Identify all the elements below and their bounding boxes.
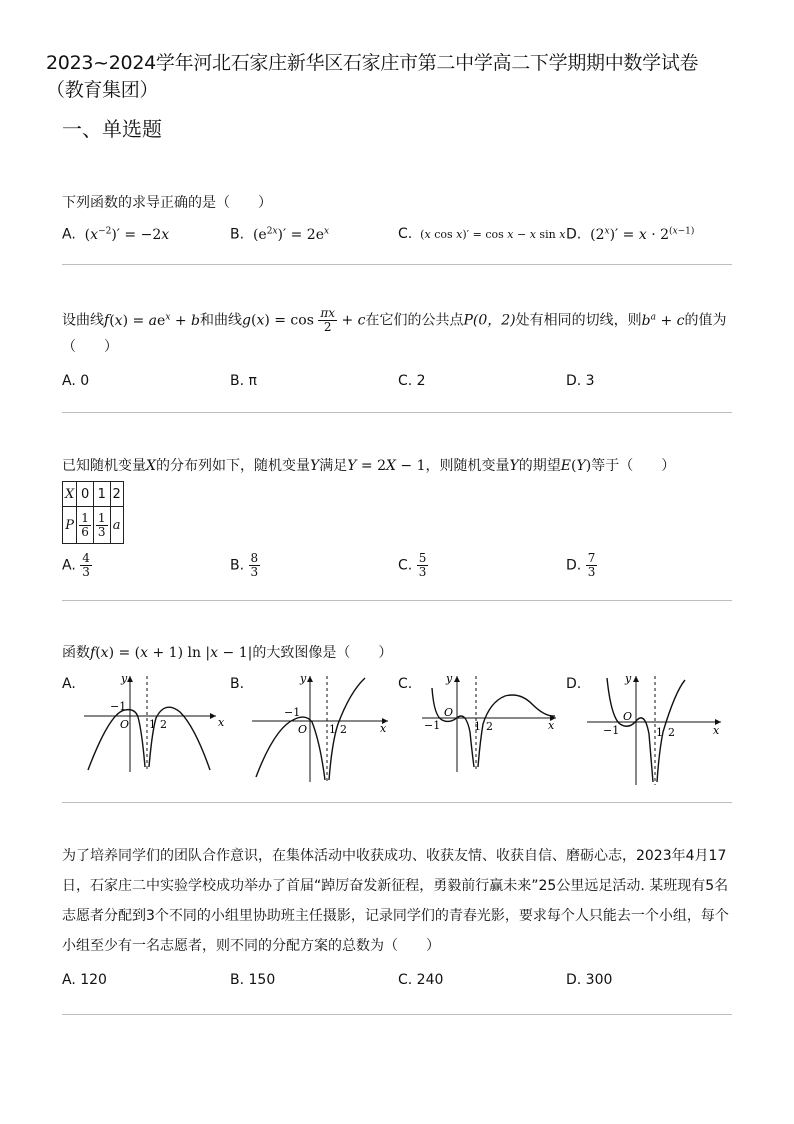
q3-text: ，则随机变量 <box>425 458 510 474</box>
q5-option-b[interactable]: B. 150 <box>230 972 276 988</box>
fraction: $\frac{\pi x}{2}$ <box>320 306 335 335</box>
q2-option-d[interactable]: D. 3 <box>566 373 595 389</box>
q3-text: 满足 <box>319 458 348 474</box>
q3-option-d[interactable]: D. $\frac{7}{3}$ <box>566 551 596 579</box>
tick-2: 2 <box>160 718 167 731</box>
q1-option-c-label: C. <box>398 226 413 242</box>
q1-option-b-label: B. <box>230 226 245 243</box>
graph-c <box>420 672 565 777</box>
q3-text: 已知随机变量 <box>62 458 146 474</box>
tick-neg1: −1 <box>284 706 301 719</box>
question-5-stem: 为了培养同学们的团队合作意识，在集体活动中收获成功、收获友情、收获自信、磨砺心志，2023年4月17日，石家庄二中实验学校成功举办了首届“踔厉奋发新征程，勇毅前行赢未来”25公里远足活动. 某班现有5名志愿者分配到3个不同的小组里协助班主任摄影，记录同学们的青春光影，要求每个人只能去一个小组，每个小组至少有一名志愿者，则不同的分配方案的总数为（ ） <box>62 848 729 954</box>
table-row <box>63 507 124 544</box>
q5-option-c[interactable]: C. 240 <box>398 972 444 988</box>
q1-option-c[interactable]: C. (x cos x)′ = cos x − x sin x <box>398 226 566 242</box>
table-cell: $\frac{1}{3}$ <box>93 507 110 544</box>
tick-1: 1 <box>329 723 336 736</box>
q5-option-a[interactable]: A. 120 <box>62 972 107 988</box>
y-label: y <box>300 672 307 685</box>
tick-neg1: −1 <box>603 724 620 737</box>
graph-b <box>250 672 395 787</box>
q4-text: 的大致图像是（ ） <box>252 645 393 661</box>
tick-1: 1 <box>149 718 156 731</box>
q3-text: 的分布列如下，随机变量 <box>155 458 310 474</box>
q1-option-d-label: D. <box>566 226 582 243</box>
tick-2: 2 <box>486 720 493 733</box>
q2-text: 设曲线 <box>62 312 104 329</box>
x-label: x <box>380 722 387 735</box>
table-row <box>63 482 124 507</box>
question-4 <box>62 640 742 666</box>
origin-label: O <box>120 718 130 731</box>
q2-text: 和曲线 <box>200 312 242 329</box>
q4-option-a[interactable]: A. <box>62 676 76 692</box>
divider <box>62 1014 732 1015</box>
tick-1: 1 <box>656 726 663 739</box>
question-1 <box>62 190 742 216</box>
q2-option-c[interactable]: C. 2 <box>398 373 426 389</box>
divider <box>62 802 732 803</box>
exam-title-line2: （教育集团） <box>46 79 159 101</box>
table-cell: 0 <box>77 482 94 507</box>
option-label: B. <box>230 557 245 574</box>
q4-text: 函数 <box>62 645 90 661</box>
exam-title <box>46 50 698 104</box>
x-label: x <box>548 719 555 732</box>
common-point: P(0，2) <box>463 312 516 329</box>
table-cell: $\frac{1}{6}$ <box>77 507 94 544</box>
q1-option-d[interactable]: D. $(2^x)' = x \cdot 2^{(x-1)}$ <box>566 226 695 243</box>
option-label: C. <box>398 557 413 574</box>
y-label: y <box>446 672 453 685</box>
table-cell: 2 <box>110 482 123 507</box>
q5-option-d[interactable]: D. 300 <box>566 972 613 988</box>
table-cell: a <box>110 507 123 544</box>
divider <box>62 264 732 265</box>
question-2 <box>62 304 742 360</box>
tick-2: 2 <box>668 726 675 739</box>
x-label: x <box>218 716 225 729</box>
q3-option-a[interactable]: A. $\frac{4}{3}$ <box>62 551 90 579</box>
tick-1: 1 <box>474 720 481 733</box>
question-1-stem: 下列函数的求导正确的是（ ） <box>62 195 272 211</box>
q2-text: 在它们的公共点 <box>365 312 464 329</box>
y-label: y <box>625 672 632 685</box>
q2-option-b[interactable]: B. π <box>230 373 257 389</box>
origin-label: O <box>298 723 308 736</box>
tick-neg1: −1 <box>110 700 127 713</box>
q3-option-c[interactable]: C. $\frac{5}{3}$ <box>398 551 427 579</box>
q1-option-b[interactable]: B. $(e^{2x})' = 2e^x$ <box>230 226 330 243</box>
option-label: A. <box>62 557 76 574</box>
question-3-stem: 已知随机变量X的分布列如下，随机变量Y满足Y = 2X − 1，则随机变量Y的期望E(Y)等于（ ） <box>62 458 676 474</box>
table-cell: 1 <box>93 482 110 507</box>
section-heading: 一、单选题 <box>62 117 162 141</box>
exam-title-line1: 2023~2024学年河北石家庄新华区石家庄市第二中学高二下学期期中数学试卷 <box>46 52 699 74</box>
x-label: x <box>713 724 720 737</box>
option-label: D. <box>566 557 582 574</box>
question-3 <box>62 453 742 479</box>
q3-option-b[interactable]: B. $\frac{8}{3}$ <box>230 551 259 579</box>
divider <box>62 600 732 601</box>
table-cell: P <box>63 507 77 544</box>
q2-option-a[interactable]: A. 0 <box>62 373 90 389</box>
origin-label: O <box>444 706 454 719</box>
q3-text: 的期望 <box>518 458 561 474</box>
q3-text: 等于（ ） <box>591 458 676 474</box>
q4-option-c[interactable]: C. <box>398 676 413 692</box>
question-5 <box>62 841 742 961</box>
q4-option-b[interactable]: B. <box>230 676 245 692</box>
q1-option-a-label: A. <box>62 226 76 243</box>
y-label: y <box>121 672 128 685</box>
q2-text: 的值为 <box>684 312 727 329</box>
distribution-table <box>62 481 124 544</box>
q1-option-a[interactable]: A. $(x^{-2})' = -2x$ <box>62 226 170 243</box>
origin-label: O <box>623 710 633 723</box>
divider <box>62 412 732 413</box>
tick-neg1: −1 <box>424 719 441 732</box>
question-2-stem: 设曲线$f(x) = ae^x + b$和曲线g(x) = cos $\frac{\pi x}{2}$ + c在它们的公共点P(0，2)处有相同的切线，则$b^a + c$的值为 <box>62 306 727 335</box>
q4-option-d[interactable]: D. <box>566 676 582 692</box>
q2-text: 处有相同的切线，则 <box>515 312 642 329</box>
tick-2: 2 <box>340 723 347 736</box>
graph-d <box>585 672 730 790</box>
table-cell: X <box>63 482 77 507</box>
graph-a <box>80 672 225 777</box>
q2-paren: （ ） <box>62 339 118 356</box>
question-4-stem: 函数f(x) = (x + 1) ln |x − 1|的大致图像是（ ） <box>62 645 393 661</box>
